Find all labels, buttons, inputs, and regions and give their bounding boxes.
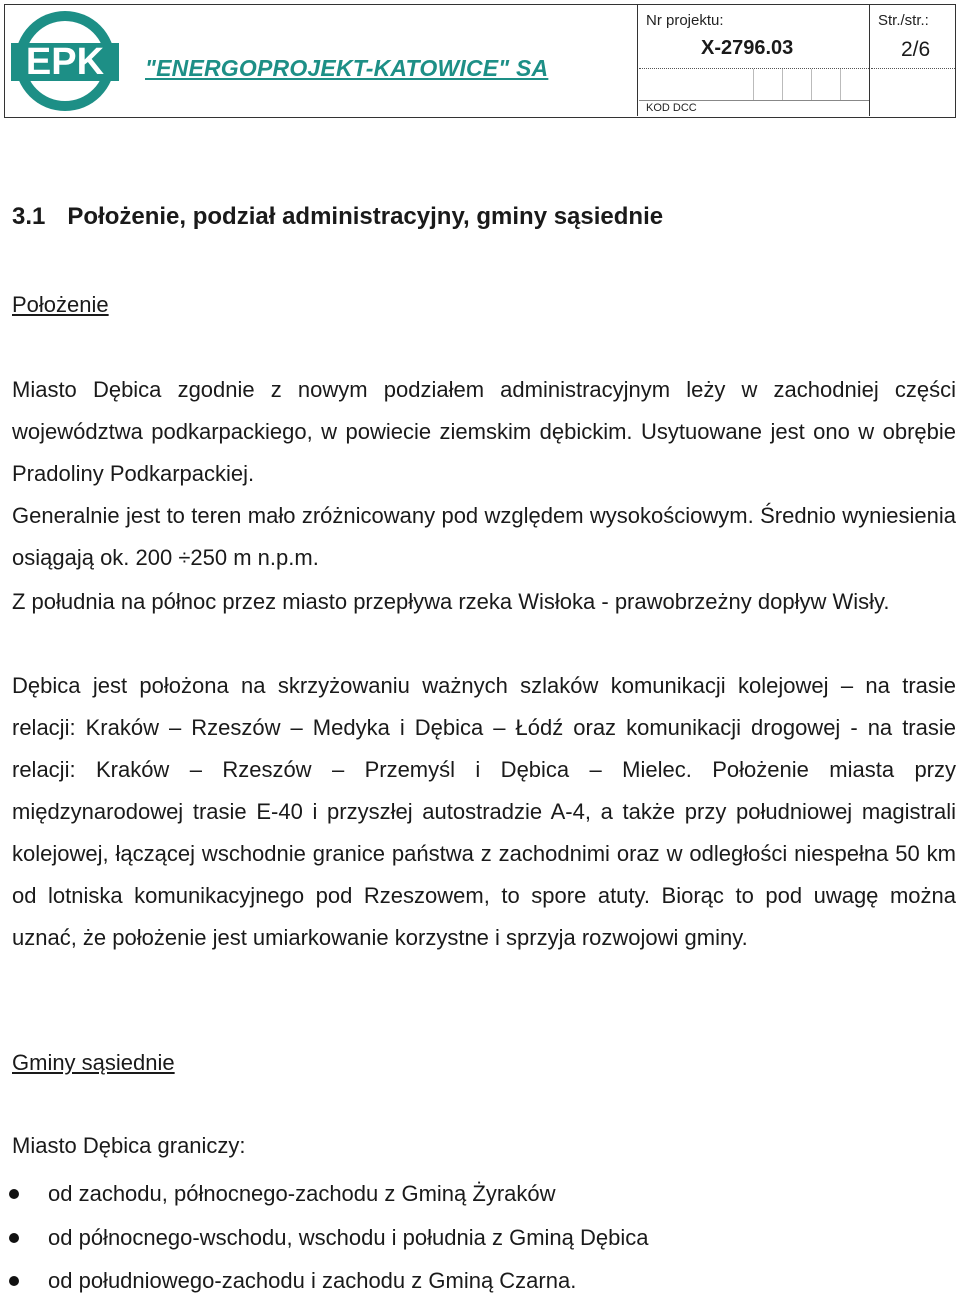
logo-text: EPK bbox=[25, 41, 105, 83]
epk-logo bbox=[11, 7, 119, 115]
document-header bbox=[4, 4, 956, 118]
list-item bbox=[0, 1216, 956, 1260]
neighbors-heading: Gminy sąsiednie bbox=[12, 1050, 175, 1075]
bullet-icon bbox=[9, 1189, 19, 1199]
paragraph: Z południa na północ przez miasto przepływa rzeka Wisłoka - prawobrzeżny dopływ Wisły. bbox=[12, 589, 890, 614]
neighbors-intro: Miasto Dębica graniczy: bbox=[12, 1133, 246, 1158]
bullet-icon bbox=[9, 1276, 19, 1286]
page-number: 2/6 bbox=[901, 38, 931, 61]
kod-grid bbox=[753, 69, 869, 100]
location-heading: Położenie bbox=[12, 292, 109, 317]
page-cell bbox=[871, 5, 955, 116]
list-item bbox=[0, 1172, 956, 1216]
page-label: Str./str.: bbox=[878, 12, 929, 29]
list-item-text: od północnego-wschodu, wschodu i południa z Gminą Dębica bbox=[48, 1224, 649, 1250]
paragraph: Dębica jest położona na skrzyżowaniu ważnych szlaków komunikacji kolejowej – na trasie relacji: Kraków – Rzeszów – Medyka i Dębica – Łódź oraz komunikacji drogowej - na trasie relacji: Kraków – Rzeszów – Przemyśl i Dębica – Mielec. Położenie miasta przy międzynarodowej trasie E-40 i przyszłej autostradzie A-4, a także przy południowej magistrali kolejowej, łączącej wschodnie granice państwa z zachodnimi oraz w odległości niespełna 50 km od lotniska komunikacyjnego pod Rzeszowem, to spore atuty. Biorąc to pod uwagę można uznać, że położenie jest umiarkowanie korzystne i sprzyja rozwojowi gminy. bbox=[12, 673, 956, 950]
neighbors-list bbox=[0, 1172, 956, 1303]
divider bbox=[639, 100, 869, 101]
paragraph: Miasto Dębica zgodnie z nowym podziałem administracyjnym leży w zachodniej części województwa podkarpackiego, w powiecie ziemskim dębickim. Usytuowane jest ono w obrębie Pradoliny Podkarpackiej. bbox=[12, 377, 956, 486]
section-heading bbox=[12, 203, 663, 231]
paragraph: Generalnie jest to teren mało zróżnicowany pod względem wysokościowym. Średnio wyniesienia osiągają ok. 200 ÷250 m n.p.m. bbox=[12, 503, 956, 570]
logo-cell bbox=[5, 5, 638, 116]
company-name: "ENERGOPROJEKT-KATOWICE" SA bbox=[145, 55, 549, 81]
project-cell bbox=[639, 5, 870, 116]
list-item-text: od południowego-zachodu i zachodu z Gminą Czarna. bbox=[48, 1268, 577, 1293]
section-title: Położenie, podział administracyjny, gminy sąsiednie bbox=[67, 203, 664, 230]
section-number: 3.1 bbox=[12, 203, 46, 230]
bullet-icon bbox=[9, 1233, 19, 1243]
project-label: Nr projektu: bbox=[646, 12, 724, 29]
project-number: X-2796.03 bbox=[701, 37, 794, 59]
divider bbox=[871, 68, 955, 69]
list-item bbox=[0, 1259, 956, 1303]
kod-label: KOD DCC bbox=[646, 102, 697, 114]
list-item-text: od zachodu, północnego-zachodu z Gminą Żyraków bbox=[48, 1181, 556, 1206]
